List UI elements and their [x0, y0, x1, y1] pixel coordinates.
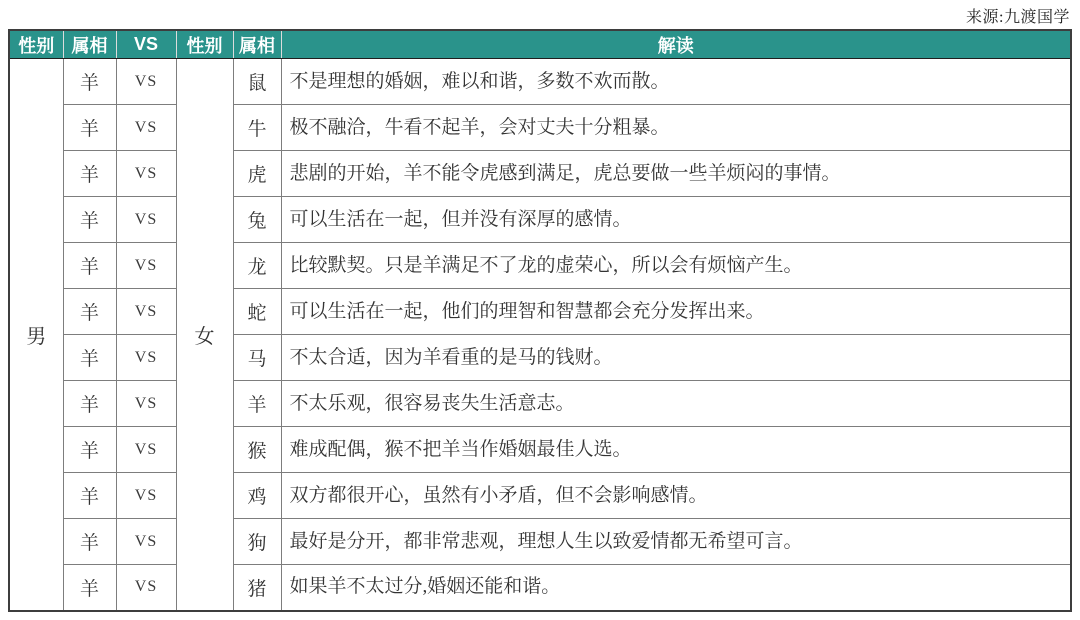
vs-cell: VS [116, 335, 176, 381]
header-row [9, 30, 1071, 59]
table-row [9, 289, 1071, 335]
table-row [9, 105, 1071, 151]
table-row [9, 427, 1071, 473]
zodiac-compatibility-table [8, 29, 1072, 612]
male-zodiac-cell: 羊 [63, 151, 116, 197]
table-row [9, 473, 1071, 519]
header-gender-male: 性别 [9, 30, 63, 59]
vs-cell: VS [116, 289, 176, 335]
male-zodiac-cell: 羊 [63, 335, 116, 381]
interpretation-cell: 不太合适，因为羊看重的是马的钱财。 [281, 335, 1071, 381]
vs-cell: VS [116, 519, 176, 565]
male-zodiac-cell: 羊 [63, 381, 116, 427]
interpretation-cell: 不是理想的婚姻，难以和谐，多数不欢而散。 [281, 59, 1071, 105]
vs-cell: VS [116, 427, 176, 473]
interpretation-cell: 可以生活在一起，他们的理智和智慧都会充分发挥出来。 [281, 289, 1071, 335]
vs-cell: VS [116, 197, 176, 243]
header-gender-female: 性别 [176, 30, 233, 59]
interpretation-cell: 不太乐观，很容易丧失生活意志。 [281, 381, 1071, 427]
female-zodiac-cell: 蛇 [233, 289, 281, 335]
female-zodiac-cell: 兔 [233, 197, 281, 243]
male-zodiac-cell: 羊 [63, 197, 116, 243]
table-header [9, 30, 1071, 59]
female-zodiac-cell: 羊 [233, 381, 281, 427]
vs-cell: VS [116, 243, 176, 289]
header-zodiac-female: 属相 [233, 30, 281, 59]
table-row [9, 197, 1071, 243]
female-zodiac-cell: 猴 [233, 427, 281, 473]
male-zodiac-cell: 羊 [63, 427, 116, 473]
male-zodiac-cell: 羊 [63, 519, 116, 565]
vs-cell: VS [116, 59, 176, 105]
interpretation-cell: 极不融洽，牛看不起羊，会对丈夫十分粗暴。 [281, 105, 1071, 151]
male-zodiac-cell: 羊 [63, 59, 116, 105]
table-row [9, 151, 1071, 197]
vs-cell: VS [116, 105, 176, 151]
male-zodiac-cell: 羊 [63, 243, 116, 289]
male-zodiac-cell: 羊 [63, 473, 116, 519]
header-zodiac-male: 属相 [63, 30, 116, 59]
female-zodiac-cell: 鼠 [233, 59, 281, 105]
table-body [9, 59, 1071, 611]
table-row [9, 565, 1071, 611]
female-zodiac-cell: 牛 [233, 105, 281, 151]
female-zodiac-cell: 狗 [233, 519, 281, 565]
male-gender-cell: 男 [9, 59, 63, 611]
vs-cell: VS [116, 473, 176, 519]
table-row [9, 519, 1071, 565]
female-gender-cell: 女 [176, 59, 233, 611]
interpretation-cell: 双方都很开心，虽然有小矛盾，但不会影响感情。 [281, 473, 1071, 519]
male-zodiac-cell: 羊 [63, 289, 116, 335]
vs-cell: VS [116, 381, 176, 427]
table-row [9, 59, 1071, 105]
female-zodiac-cell: 龙 [233, 243, 281, 289]
male-zodiac-cell: 羊 [63, 565, 116, 611]
interpretation-cell: 悲剧的开始，羊不能令虎感到满足，虎总要做一些羊烦闷的事情。 [281, 151, 1071, 197]
male-zodiac-cell: 羊 [63, 105, 116, 151]
vs-cell: VS [116, 565, 176, 611]
table-row [9, 381, 1071, 427]
source-note: 来源:九渡国学 [966, 9, 1070, 26]
interpretation-cell: 可以生活在一起，但并没有深厚的感情。 [281, 197, 1071, 243]
interpretation-cell: 如果羊不太过分,婚姻还能和谐。 [281, 565, 1071, 611]
female-zodiac-cell: 猪 [233, 565, 281, 611]
female-zodiac-cell: 马 [233, 335, 281, 381]
header-vs: VS [116, 30, 176, 59]
interpretation-cell: 比较默契。只是羊满足不了龙的虚荣心，所以会有烦恼产生。 [281, 243, 1071, 289]
female-zodiac-cell: 鸡 [233, 473, 281, 519]
table-row [9, 243, 1071, 289]
interpretation-cell: 最好是分开，都非常悲观，理想人生以致爱情都无希望可言。 [281, 519, 1071, 565]
interpretation-cell: 难成配偶，猴不把羊当作婚姻最佳人选。 [281, 427, 1071, 473]
female-zodiac-cell: 虎 [233, 151, 281, 197]
header-interpretation: 解读 [281, 30, 1071, 59]
vs-cell: VS [116, 151, 176, 197]
table-row [9, 335, 1071, 381]
